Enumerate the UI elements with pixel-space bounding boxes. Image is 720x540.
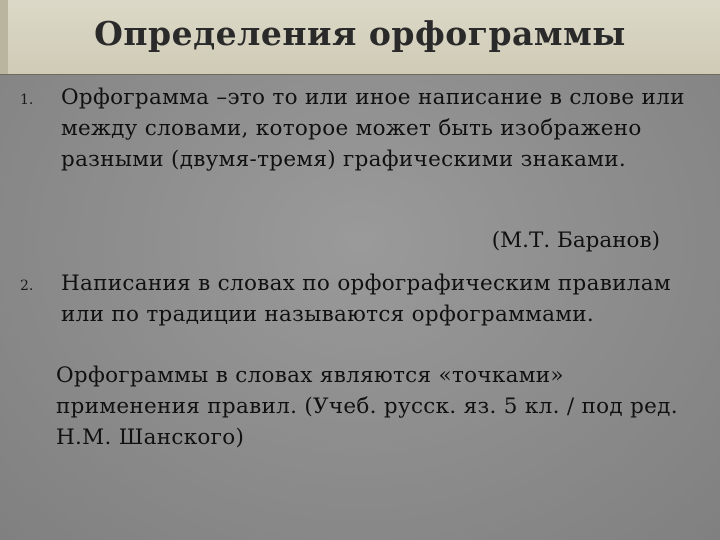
attribution: (М.Т. Баранов) <box>491 228 660 253</box>
list-number-2: 2. <box>20 278 34 294</box>
note-paragraph: Орфограммы в словах являются «точками» применения правил. (Учеб. русск. яз. 5 кл. / под ред. Н.М. Шанского) <box>56 363 678 450</box>
list-text-1: Орфограмма –это то или иное написание в слове или между словами, которое может быть изображено разными (двумя-тремя) графическими знаками. <box>61 85 685 172</box>
list-text-2: Написания в словах по орфографическим правилам или по традиции называются орфограммами. <box>61 271 671 327</box>
list-number-1: 1. <box>20 92 34 108</box>
slide-title: Определения орфограммы <box>94 14 626 53</box>
title-band <box>0 0 720 75</box>
